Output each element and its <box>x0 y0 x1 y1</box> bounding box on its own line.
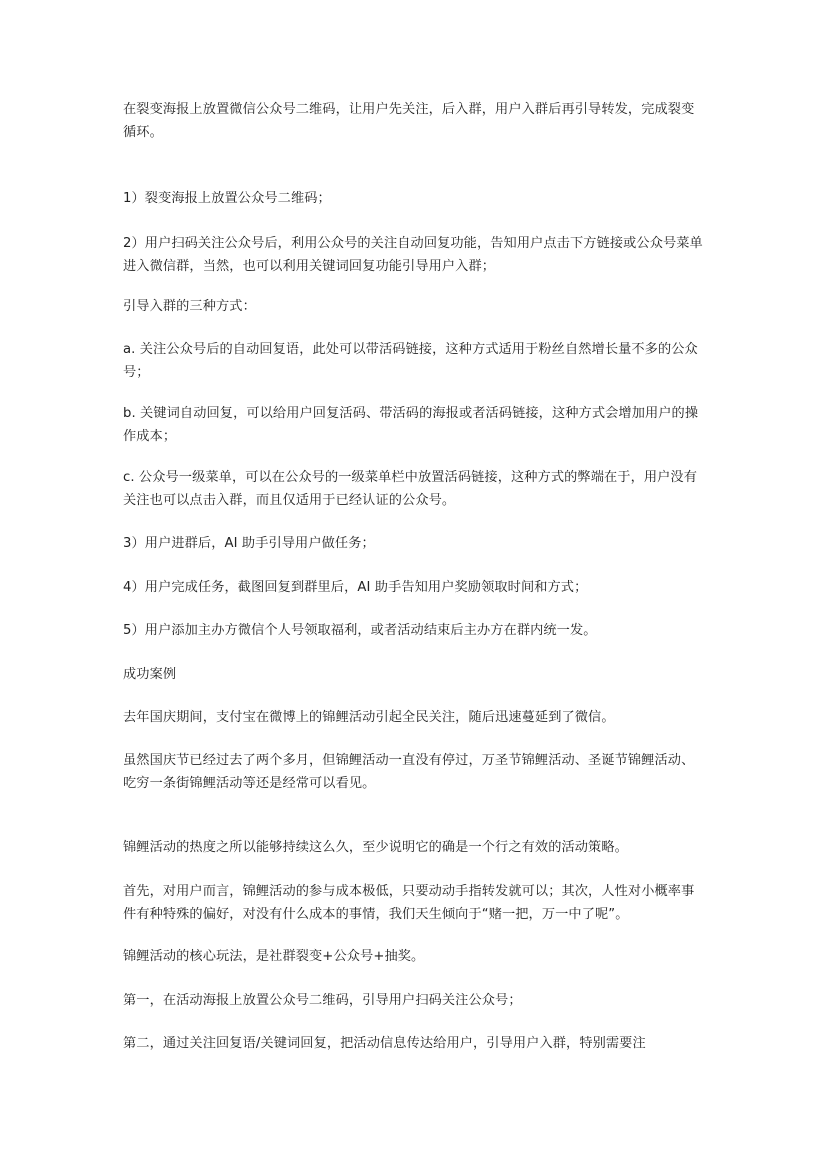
paragraph-core-gameplay: 锦鲤活动的核心玩法，是社群裂变+公众号+抽奖。 <box>123 949 425 964</box>
paragraph-step-3: 3）用户进群后，AI 助手引导用户做任务； <box>123 536 375 551</box>
paragraph-step-4: 4）用户完成任务，截图回复到群里后，AI 助手告知用户奖励领取时间和方式； <box>123 580 588 595</box>
paragraph-step-2: 2）用户扫码关注公众号后，利用公众号的关注自动回复功能，告知用户点击下方链接或公众号菜单进入微信群，当然，也可以利用关键词回复功能引导用户入群； <box>123 236 703 274</box>
paragraph-method-c: c. 公众号一级菜单，可以在公众号的一级菜单栏中放置活码链接，这种方式的弊端在于，用户没有关注也可以点击入群，而且仅适用于已经认证的公众号。 <box>123 470 698 508</box>
paragraph-popularity: 锦鲤活动的热度之所以能够持续这么久，至少说明它的确是一个行之有效的活动策略。 <box>123 840 628 855</box>
paragraph-reasons: 首先，对用户而言，锦鲤活动的参与成本极低，只要动动手指转发就可以；其次，人性对小概率事件有种特殊的偏好，对没有什么成本的事情，我们天生倾向于“赌一把，万一中了呢”。 <box>123 884 695 922</box>
paragraph-method-b: b. 关键词自动回复，可以给用户回复活码、带活码的海报或者活码链接，这种方式会增加用户的操作成本； <box>123 406 699 444</box>
document-page <box>123 0 707 1169</box>
paragraph-case-continued: 虽然国庆节已经过去了两个多月，但锦鲤活动一直没有停过，万圣节锦鲤活动、圣诞节锦鲤活动、吃穷一条街锦鲤活动等还是经常可以看见。 <box>123 753 695 791</box>
paragraph-methods-heading: 引导入群的三种方式： <box>123 299 256 314</box>
paragraph-intro: 在裂变海报上放置微信公众号二维码，让用户先关注，后入群，用户入群后再引导转发，完成裂变循环。 <box>123 102 695 140</box>
paragraph-step-5: 5）用户添加主办方微信个人号领取福利，或者活动结束后主办方在群内统一发。 <box>123 623 597 638</box>
paragraph-case-intro: 去年国庆期间，支付宝在微博上的锦鲤活动引起全民关注，随后迅速蔓延到了微信。 <box>123 710 615 725</box>
paragraph-second: 第二，通过关注回复语/关键词回复，把活动信息传达给用户，引导用户入群，特别需要注 <box>123 1036 646 1051</box>
section-heading-success-cases: 成功案例 <box>123 667 177 682</box>
paragraph-first: 第一，在活动海报上放置公众号二维码，引导用户扫码关注公众号； <box>123 993 522 1008</box>
paragraph-step-1: 1）裂变海报上放置公众号二维码； <box>123 191 331 206</box>
paragraph-method-a: a. 关注公众号后的自动回复语，此处可以带活码链接，这种方式适用于粉丝自然增长量不多的公众号； <box>123 342 698 380</box>
